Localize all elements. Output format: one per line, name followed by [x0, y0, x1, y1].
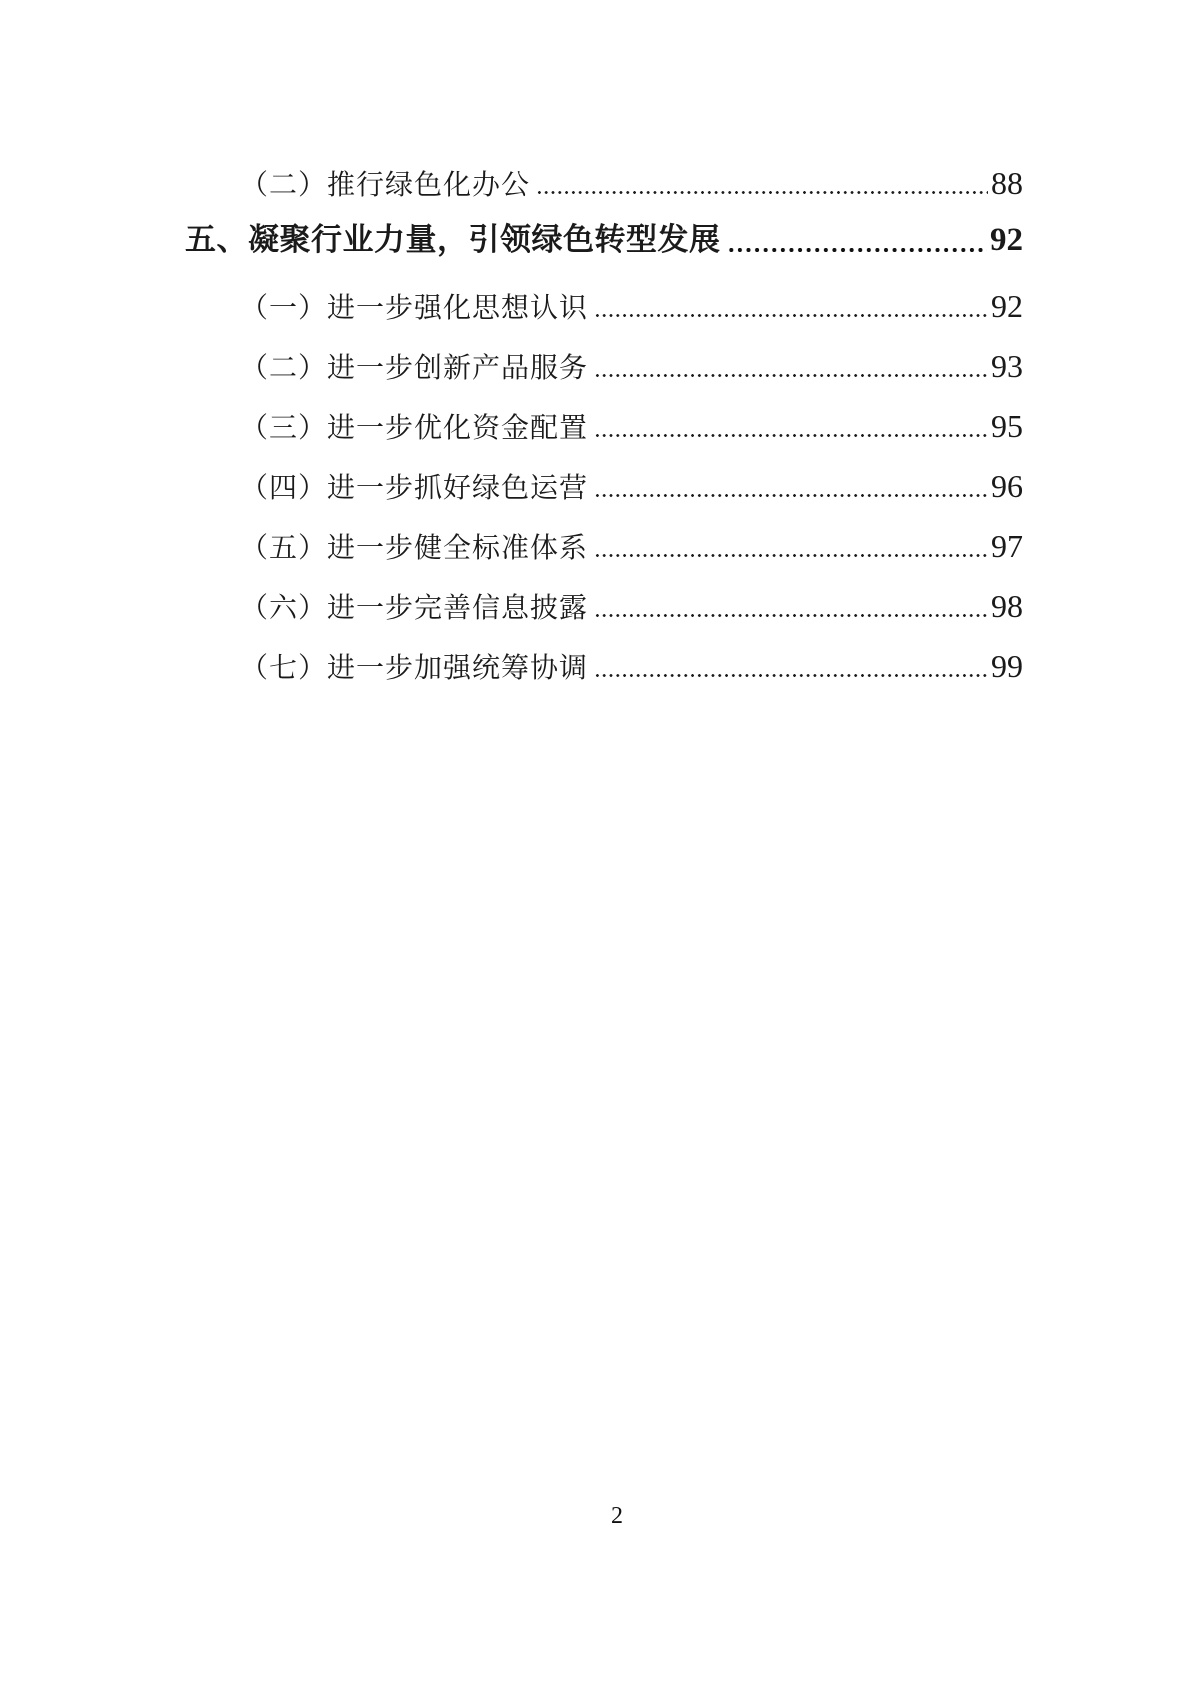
- table-of-contents: [185, 166, 1023, 709]
- toc-entry-label: （六）进一步完善信息披露: [240, 593, 589, 624]
- dot-leader: [727, 247, 988, 253]
- footer-page-number: 2: [611, 1503, 623, 1529]
- toc-entry-label: （七）进一步加强统筹协调: [240, 653, 589, 684]
- toc-entry-page-number: 93: [991, 348, 1023, 384]
- dot-leader: [594, 613, 988, 618]
- toc-entry-page-number: 97: [991, 528, 1023, 564]
- dot-leader: [594, 673, 988, 678]
- toc-entry-section-3[interactable]: [185, 409, 1023, 443]
- dot-leader: [536, 190, 988, 195]
- dot-leader: [594, 373, 988, 378]
- toc-entry-section-1[interactable]: [185, 289, 1023, 323]
- dot-leader: [594, 313, 988, 318]
- toc-entry-label: （三）进一步优化资金配置: [240, 413, 589, 444]
- toc-entry-page-number: 92: [991, 288, 1023, 324]
- toc-entry-label: （四）进一步抓好绿色运营: [240, 473, 589, 504]
- toc-chapter-heading[interactable]: [185, 221, 1023, 259]
- toc-entry-page-number: 98: [991, 588, 1023, 624]
- toc-entry-section-2[interactable]: [185, 349, 1023, 383]
- toc-entry-continued[interactable]: [185, 166, 1023, 200]
- toc-chapter-page-number: 92: [990, 222, 1023, 258]
- toc-entry-section-4[interactable]: [185, 469, 1023, 503]
- toc-entry-page-number: 88: [991, 165, 1023, 201]
- toc-entry-section-6[interactable]: [185, 589, 1023, 623]
- toc-entry-label: （二）进一步创新产品服务: [240, 353, 589, 384]
- toc-entry-label: （二）推行绿色化办公: [240, 170, 531, 201]
- toc-entry-page-number: 96: [991, 468, 1023, 504]
- dot-leader: [594, 433, 988, 438]
- dot-leader: [594, 553, 988, 558]
- toc-entry-label: （五）进一步健全标准体系: [240, 533, 589, 564]
- toc-entry-page-number: 99: [991, 648, 1023, 684]
- toc-chapter-label: 五、凝聚行业力量，引领绿色转型发展: [185, 222, 721, 257]
- dot-leader: [594, 493, 988, 498]
- toc-entry-page-number: 95: [991, 408, 1023, 444]
- toc-entry-section-7[interactable]: [185, 649, 1023, 683]
- toc-entry-section-5[interactable]: [185, 529, 1023, 563]
- toc-entry-label: （一）进一步强化思想认识: [240, 293, 589, 324]
